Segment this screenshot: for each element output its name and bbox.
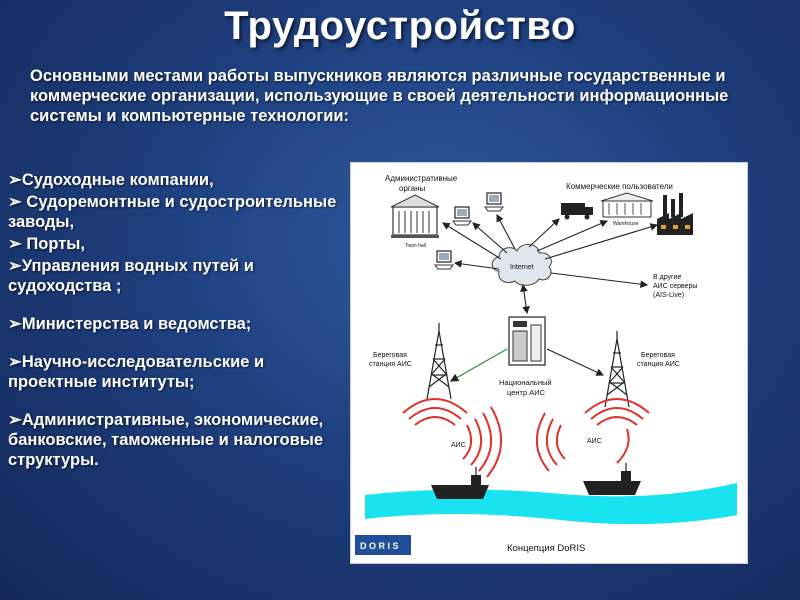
arrow-bullet-icon: ➢ bbox=[8, 235, 22, 253]
employment-list bbox=[8, 170, 338, 472]
arrow-bullet-icon: ➢ bbox=[8, 411, 22, 429]
warehouse-label: Warehouse bbox=[613, 221, 639, 227]
factory-icon bbox=[657, 193, 693, 235]
server-icon bbox=[509, 317, 545, 365]
ais-right-label: АИС bbox=[587, 438, 602, 445]
computer-icon bbox=[453, 207, 471, 225]
list-item-text: Административные, экономические, банковские, таможенные и налоговые структуры. bbox=[8, 411, 324, 469]
list-item-text: Управления водных путей и судоходства ; bbox=[8, 257, 254, 295]
other-servers-label-2: АИС серверы bbox=[653, 283, 698, 290]
link-left bbox=[451, 349, 507, 381]
list-item bbox=[8, 256, 338, 296]
admin-label: Административные bbox=[385, 174, 458, 183]
internet-label: Internet bbox=[510, 264, 534, 271]
doris-logo-text: D O R I S bbox=[360, 541, 399, 551]
arrow-bullet-icon: ➢ bbox=[8, 193, 22, 211]
arrow-bullet-icon: ➢ bbox=[8, 315, 22, 333]
list-item-text: Научно-исследовательские и проектные институты; bbox=[8, 353, 265, 391]
list-item-text: Министерства и ведомства; bbox=[21, 315, 252, 333]
coast-right-label-2: станция АИС bbox=[637, 361, 680, 368]
truck-icon bbox=[561, 203, 593, 220]
ship-left-icon bbox=[431, 467, 489, 499]
doris-diagram-svg bbox=[351, 163, 747, 563]
arrow-bullet-icon: ➢ bbox=[8, 257, 22, 275]
signal-waves-right bbox=[537, 399, 649, 471]
town-hall-icon bbox=[391, 195, 439, 238]
list-item bbox=[8, 192, 338, 232]
list-item bbox=[8, 352, 338, 392]
list-item bbox=[8, 410, 338, 470]
list-item bbox=[8, 314, 338, 334]
national-center-label: Национальный bbox=[499, 378, 552, 387]
tower-left-icon bbox=[427, 323, 451, 399]
national-center-label-2: центр АИС bbox=[507, 388, 546, 397]
list-item bbox=[8, 234, 338, 254]
list-item-text: Судоходные компании, bbox=[21, 171, 214, 189]
tower-right-icon bbox=[605, 331, 629, 407]
coast-left-label: Береговая bbox=[373, 352, 407, 359]
arrow-bullet-icon: ➢ bbox=[8, 171, 22, 189]
admin-label-2: органы bbox=[399, 184, 426, 193]
water-area bbox=[365, 483, 737, 524]
ais-left-label: АИС bbox=[451, 442, 466, 449]
computer-icon bbox=[435, 251, 453, 269]
link-right bbox=[547, 349, 603, 375]
signal-waves-left bbox=[403, 399, 501, 477]
computer-icon bbox=[485, 193, 503, 211]
warehouse-icon bbox=[601, 193, 653, 217]
slide-title: Трудоустройство bbox=[224, 4, 576, 48]
other-servers-label: В другие bbox=[653, 274, 682, 281]
list-item-text: Судоремонтные и судостроительные заводы, bbox=[8, 193, 337, 231]
doris-diagram bbox=[350, 162, 748, 564]
arrow-bullet-icon: ➢ bbox=[8, 353, 22, 371]
list-item-text: Порты, bbox=[21, 235, 85, 253]
intro-paragraph: Основными местами работы выпускников являются различные государственные и коммерческие организации, использующие в своей деятельности информационные системы и компьютерные технологии: bbox=[30, 67, 729, 125]
other-servers-label-3: (AIS-Live) bbox=[653, 292, 685, 299]
coast-left-label-2: станция АИС bbox=[369, 361, 412, 368]
concept-caption: Концепция DoRIS bbox=[507, 543, 586, 554]
doris-logo bbox=[355, 535, 411, 555]
coast-right-label: Береговая bbox=[641, 352, 675, 359]
ship-right-icon bbox=[583, 463, 641, 495]
commercial-label: Коммерческие пользователи bbox=[566, 182, 673, 191]
list-item bbox=[8, 170, 338, 190]
town-hall-label: Town hall bbox=[405, 243, 426, 249]
